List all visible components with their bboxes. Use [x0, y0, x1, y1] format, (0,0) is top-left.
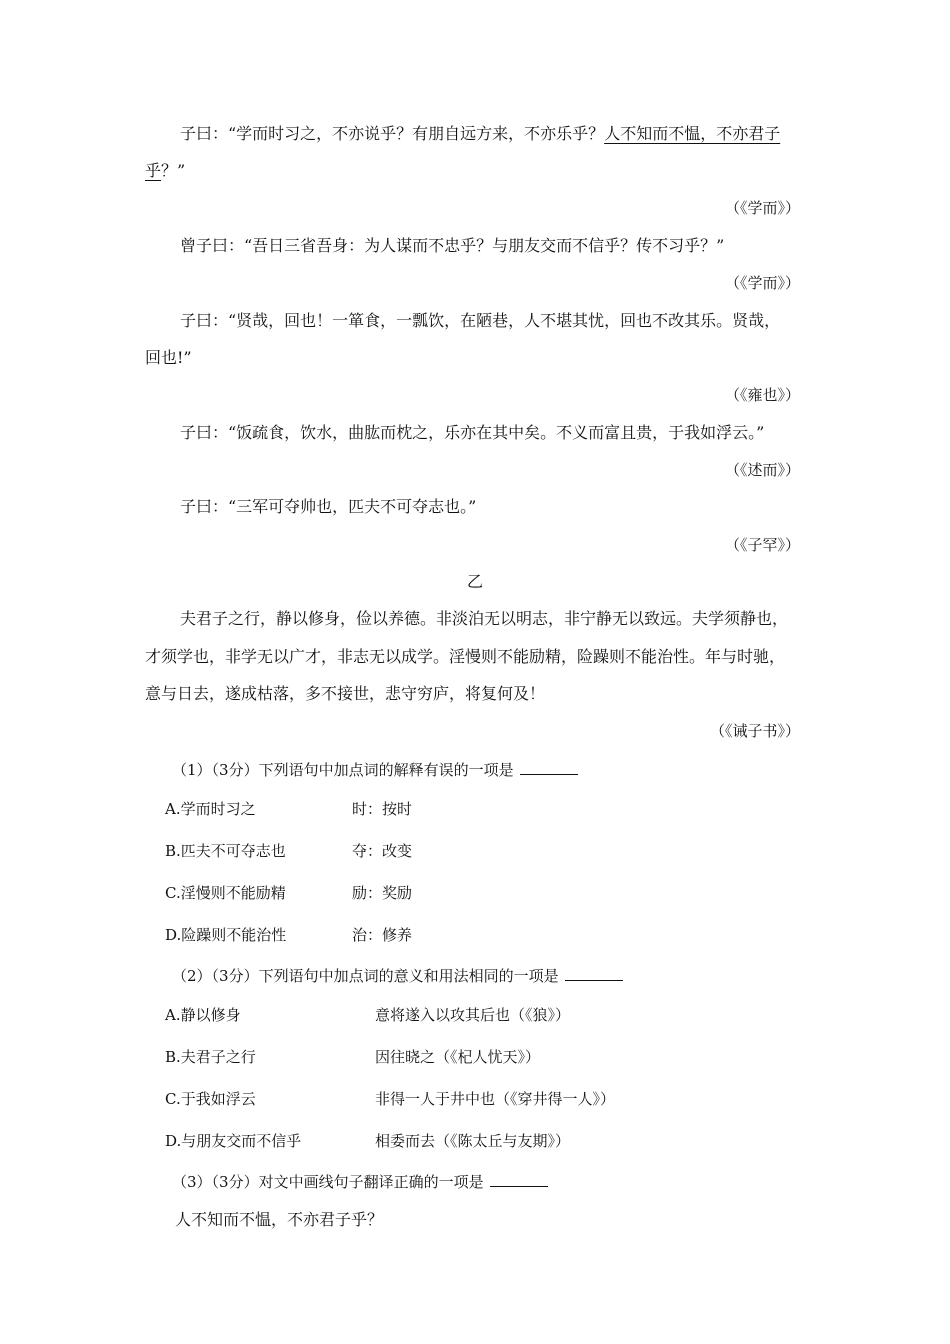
q2-option-a: A.静以修身: [165, 1006, 241, 1024]
passage-6-line-2: 才须学也，非学无以广才，非志无以成学。淫慢则不能励精，险躁则不能治性。年与时驰，: [145, 647, 786, 666]
q1-option-c: C.淫慢则不能励精: [165, 884, 286, 902]
passage-6-line-3: 意与日去，遂成枯落，多不接世，悲守穷庐，将复何及！: [145, 684, 546, 703]
source-citation: （《诫子书》）: [709, 722, 800, 740]
q2-option-c-compare: 非得一人于井中也（《穿井得一人》）: [375, 1090, 616, 1108]
source-citation: （《学而》）: [724, 274, 800, 292]
q1-option-b: B.匹夫不可夺志也: [165, 842, 286, 860]
passage-4-line-1: 子曰：“饭疏食，饮水，曲肱而枕之，乐亦在其中矣。不义而富且贵，于我如浮云。”: [180, 423, 765, 442]
source-citation: （《子罕》）: [724, 536, 800, 554]
source-citation: （《雍也》）: [724, 386, 800, 404]
section-heading: 乙: [466, 572, 483, 591]
q1-option-d: D.险躁则不能治性: [165, 926, 287, 944]
passage-6-line-1: 夫君子之行，静以修身，俭以养德。非淡泊无以明志，非宁静无以致远。夫学须静也，: [180, 609, 789, 628]
q1-option-a-gloss: 时：按时: [352, 800, 413, 818]
answer-blank[interactable]: [490, 1172, 548, 1187]
q2-option-d-compare: 相委而去（《陈太丘与友期》）: [375, 1132, 571, 1150]
source-citation: （《述而》）: [724, 461, 800, 479]
q1-option-b-gloss: 夺：改变: [352, 842, 413, 860]
question-3-sentence: 人不知而不愠，不亦君子乎？: [175, 1210, 384, 1229]
passage-5-line-1: 子曰：“三军可夺帅也，匹夫不可夺志也。”: [180, 497, 477, 516]
question-2-stem: （2）（3分）下列语句中加点词的意义和用法相同的一项是: [172, 966, 623, 986]
passage-1-line-2: [145, 161, 185, 181]
q2-option-b: B.夫君子之行: [165, 1048, 256, 1066]
q1-option-c-gloss: 励：奖励: [352, 884, 413, 902]
passage-3-line-1: 子曰：“贤哉，回也！一箪食，一瓢饮，在陋巷，人不堪其忧，回也不改其乐。贤哉，: [180, 311, 781, 330]
q1-option-a: A.学而时习之: [165, 800, 256, 818]
q2-option-d: D.与朋友交而不信乎: [165, 1132, 302, 1150]
q2-option-b-compare: 因往晓之（《杞人忧天》）: [375, 1048, 541, 1066]
q2-option-c: C.于我如浮云: [165, 1090, 256, 1108]
source-citation: （《学而》）: [724, 199, 800, 217]
answer-blank[interactable]: [520, 760, 578, 775]
passage-1-line-1: [180, 124, 780, 144]
passage-2-line-1: 曾子曰：“吾日三省吾身：为人谋而不忠乎？与朋友交而不信乎？传不习乎？”: [180, 236, 725, 255]
underlined-sentence-end: 乎: [145, 161, 162, 180]
question-1-stem: （1）（3分）下列语句中加点词的解释有误的一项是: [172, 760, 578, 780]
underlined-sentence: 人不知而不愠，不亦君子: [604, 124, 781, 143]
q2-option-a-compare: 意将遂入以攻其后也（《狼》）: [375, 1006, 571, 1024]
question-3-stem: （3）（3分）对文中画线句子翻译正确的一项是: [172, 1172, 548, 1192]
passage-text: 子曰：“学而时习之，不亦说乎？有朋自远方来，不亦乐乎？: [180, 124, 605, 143]
passage-text: ？”: [161, 161, 186, 180]
passage-3-line-2: 回也!”: [145, 348, 192, 367]
q1-option-d-gloss: 治：修养: [352, 926, 413, 944]
answer-blank[interactable]: [565, 966, 623, 981]
